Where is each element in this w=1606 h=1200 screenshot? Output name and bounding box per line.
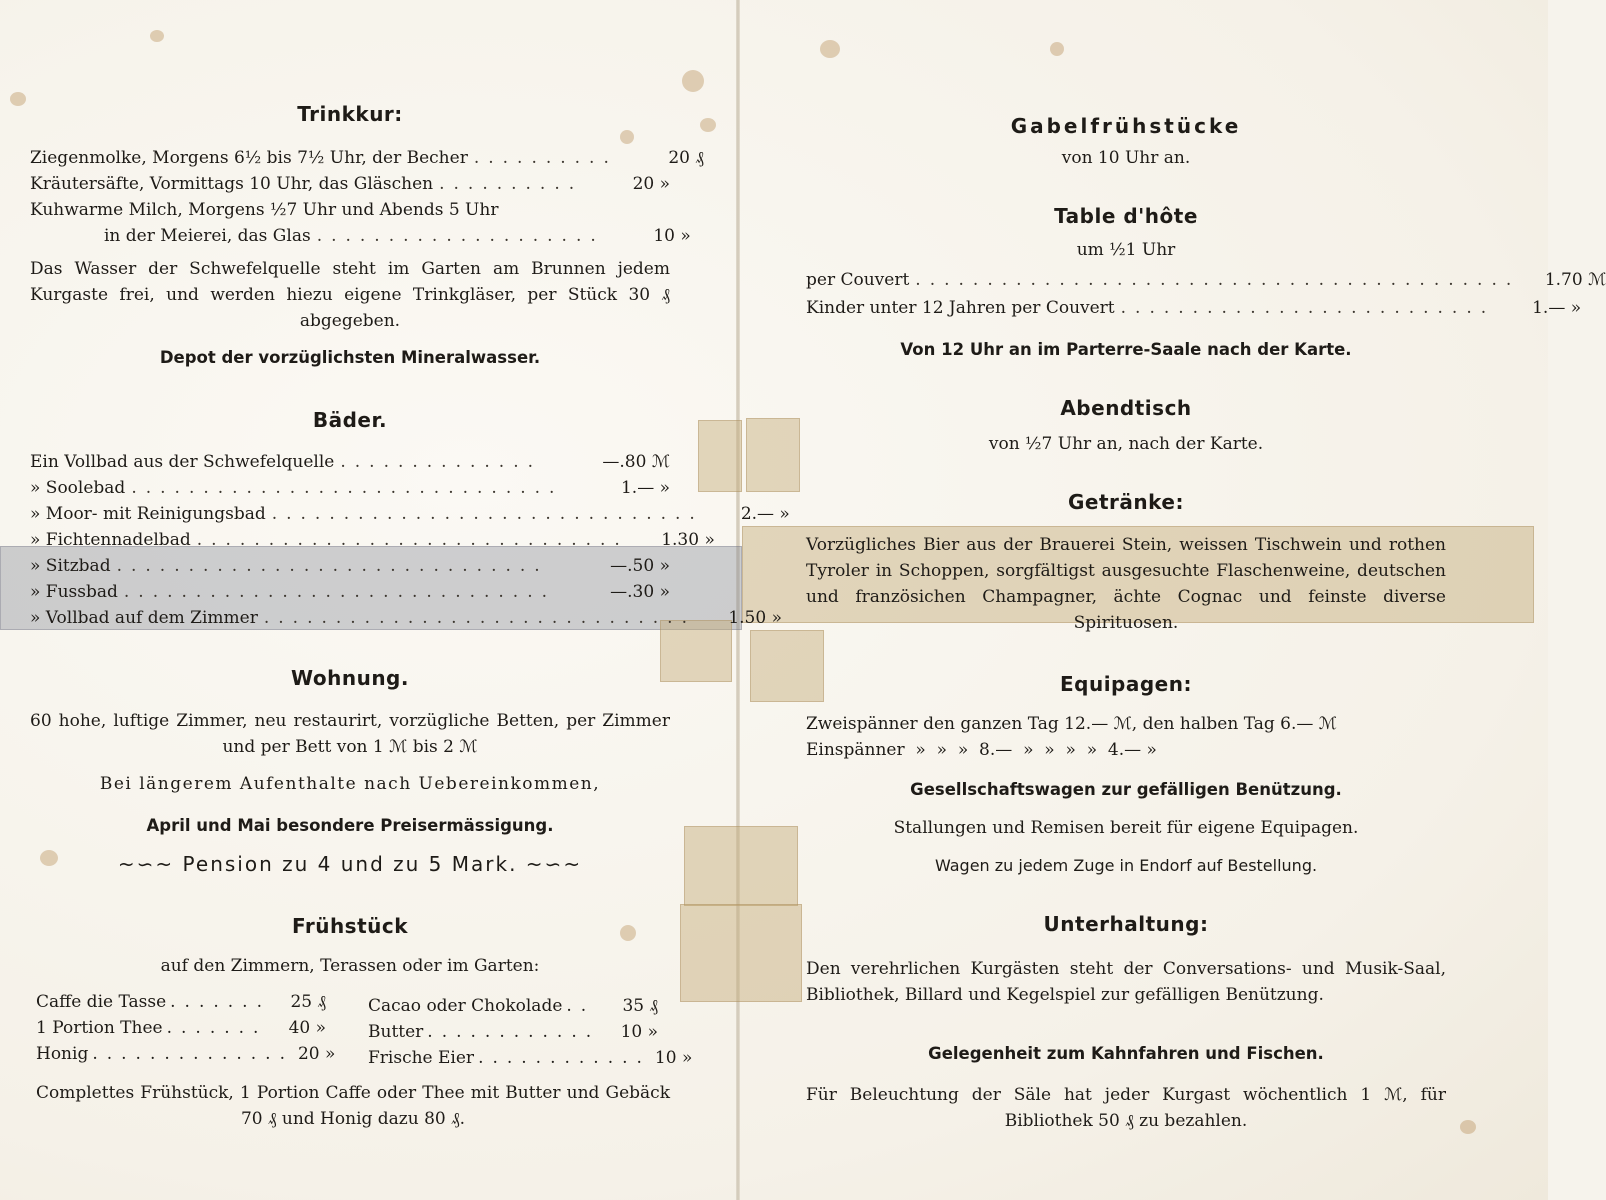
dot-leader: ..............................	[263, 608, 696, 628]
price-row	[30, 504, 790, 524]
row-price: 10 »	[653, 226, 691, 246]
row-label: » Soolebad	[30, 478, 126, 498]
row-price: 1.— »	[1532, 298, 1582, 318]
row-price: 2.— »	[740, 504, 790, 524]
depot-note: Depot der vorzüglichsten Mineralwasser.	[159, 348, 541, 367]
row-price: 20 »	[632, 174, 670, 194]
price-row	[30, 608, 782, 628]
pension-text: Pension zu 4 und zu 5 Mark.	[182, 852, 518, 876]
dot-leader: ..............................	[271, 504, 704, 524]
tape-repair	[660, 620, 732, 682]
heading-table-dhote: Table d'hôte	[1054, 204, 1198, 228]
boating-note: Gelegenheit zum Kahnfahren und Fischen.	[928, 1044, 1324, 1063]
price-row	[30, 582, 670, 602]
item-label: Frische Eier	[368, 1048, 475, 1068]
dot-leader: ..............	[92, 1044, 294, 1064]
row-price: 1.— »	[620, 478, 670, 498]
entertainment-note: Den verehrlichen Kurgästen steht der Conversations- und Musik-Saal, Bibliothek, Billard und Kegelspiel zur gefälligen Benützung.	[806, 959, 1446, 1005]
breakfast-item	[36, 1044, 336, 1064]
heading-wohnung: Wohnung.	[291, 666, 409, 690]
price-row	[30, 200, 670, 220]
heading-getraenke: Getränke:	[1068, 490, 1184, 514]
longer-stay-note: Bei längerem Aufenthalte nach Uebereinkommen,	[99, 774, 601, 794]
heading-gabelfruehstuecke: Gabelfrühstücke	[1010, 114, 1242, 138]
heading-abendtisch: Abendtisch	[1060, 396, 1192, 420]
row-price: —.50 »	[610, 556, 670, 576]
item-label: Caffe die Tasse	[36, 992, 167, 1012]
stables-note: Stallungen und Remisen bereit für eigene Equipagen.	[893, 818, 1359, 838]
tape-repair	[680, 904, 802, 1002]
flourish-right-icon: ~∽~	[525, 852, 583, 876]
carriage-one-horse: Einspänner » » » 8.— » » » » 4.— »	[806, 740, 1157, 760]
discount-note: April und Mai besondere Preisermässigung.	[146, 816, 554, 835]
coach-note: Gesellschaftswagen zur gefälligen Benützung.	[910, 780, 1342, 799]
stain	[1460, 1120, 1476, 1134]
price-row	[30, 148, 704, 168]
price-row	[30, 174, 670, 194]
abend-time: von ½7 Uhr an, nach der Karte.	[988, 434, 1264, 454]
item-price: 20 »	[297, 1044, 336, 1064]
row-price: —.80 ℳ	[602, 452, 670, 472]
parterre-note: Von 12 Uhr an im Parterre-Saale nach der Karte.	[900, 340, 1352, 359]
row-price: 1.30 »	[661, 530, 715, 550]
left-page	[30, 0, 790, 1200]
row-label: Kinder unter 12 Jahren per Couvert	[806, 298, 1115, 318]
heading-equipagen: Equipagen:	[1059, 672, 1192, 696]
gabel-time: von 10 Uhr an.	[1061, 148, 1191, 168]
row-label: » Vollbad auf dem Zimmer	[30, 608, 258, 628]
row-label: » Fichtennadelbad	[30, 530, 191, 550]
item-label: Honig	[36, 1044, 89, 1064]
dot-leader: ..........................	[1120, 298, 1496, 318]
carriage-line	[806, 714, 1446, 734]
item-label: Butter	[368, 1022, 424, 1042]
breakfast-subtitle: auf den Zimmern, Terassen oder im Garten:	[160, 956, 540, 976]
row-price: 1.50 »	[728, 608, 782, 628]
tape-repair	[684, 826, 798, 906]
row-label: » Moor- mit Reinigungsbad	[30, 504, 266, 524]
item-price: 10 »	[620, 1022, 658, 1042]
row-label: in der Meierei, das Glas	[104, 226, 311, 246]
dot-leader: .......	[170, 992, 271, 1012]
pension-line	[30, 852, 670, 876]
breakfast-item	[36, 1018, 326, 1038]
carriage-two-horse: Zweispänner den ganzen Tag 12.— ℳ, den halben Tag 6.— ℳ	[806, 714, 1337, 734]
heading-baeder: Bäder.	[312, 408, 388, 432]
rooms-note: 60 hohe, luftige Zimmer, neu restaurirt, vorzügliche Betten, per Zimmer und per Bett von 1 ℳ bis 2 ℳ	[30, 711, 670, 757]
stain	[682, 70, 704, 92]
heading-unterhaltung: Unterhaltung:	[1043, 912, 1209, 936]
row-label: Ziegenmolke, Morgens 6½ bis 7½ Uhr, der Becher	[30, 148, 468, 168]
dot-leader: ..............	[340, 452, 543, 472]
breakfast-item	[368, 1048, 693, 1068]
dot-leader: ..........................................	[915, 270, 1521, 290]
lighting-note: Für Beleuchtung der Säle hat jeder Kurgast wöchentlich 1 ℳ, für Bibliothek 50 ₰ zu bezahlen.	[806, 1085, 1446, 1131]
row-price: 1.70 ℳ	[1544, 270, 1606, 290]
price-row	[30, 478, 670, 498]
table-time: um ½1 Uhr	[1076, 240, 1176, 260]
price-row	[30, 452, 670, 472]
item-label: 1 Portion Thee	[36, 1018, 163, 1038]
carriage-line	[806, 740, 1446, 760]
row-label: » Sitzbad	[30, 556, 111, 576]
dot-leader: ..............................	[196, 530, 629, 550]
dot-leader: ............	[427, 1022, 601, 1042]
dot-leader: ..	[566, 996, 596, 1016]
drinks-note: Vorzügliches Bier aus der Brauerei Stein, weissen Tischwein und rothen Tyroler in Schoppen, sorgfältigst ausgesuchte Flaschenweine, deutschen und französichen Champagner, ächte Cognac und feinste diverse Spirituosen.	[806, 535, 1446, 633]
dot-leader: ..............................	[131, 478, 564, 498]
price-row	[806, 298, 1582, 318]
row-price: —.30 »	[610, 582, 670, 602]
price-row	[30, 530, 715, 550]
row-label: » Fussbad	[30, 582, 118, 602]
item-price: 40 »	[288, 1018, 326, 1038]
row-price: 20 ₰	[668, 148, 704, 168]
complete-breakfast-note: Complettes Frühstück, 1 Portion Caffe oder Thee mit Butter und Gebäck 70 ₰ und Honig dazu 80 ₰.	[36, 1083, 670, 1129]
dot-leader: ..........	[439, 174, 584, 194]
breakfast-item	[368, 1022, 658, 1042]
water-note: Das Wasser der Schwefelquelle steht im Garten am Brunnen jedem Kurgaste frei, und werden hiezu eigene Trinkgläser, per Stück 30 ₰ abgegeben.	[30, 259, 670, 331]
dot-leader: ............	[478, 1048, 651, 1068]
item-price: 35 ₰	[622, 996, 658, 1016]
dot-leader: ..............................	[116, 556, 549, 576]
right-page	[806, 0, 1606, 1200]
breakfast-item	[36, 992, 326, 1012]
row-label: per Couvert	[806, 270, 910, 290]
price-row	[806, 270, 1606, 290]
heading-trinkkur: Trinkkur:	[297, 102, 403, 126]
price-row	[104, 226, 691, 246]
price-row	[30, 556, 670, 576]
row-label: Kräutersäfte, Vormittags 10 Uhr, das Gläschen	[30, 174, 434, 194]
flourish-left-icon: ~∽~	[117, 852, 175, 876]
tape-repair	[746, 418, 800, 492]
row-label: Kuhwarme Milch, Morgens ½7 Uhr und Abends 5 Uhr	[30, 200, 499, 220]
row-label: Ein Vollbad aus der Schwefelquelle	[30, 452, 335, 472]
tape-repair	[698, 420, 742, 492]
dot-leader: ....................	[316, 226, 605, 246]
dot-leader: ..............................	[123, 582, 557, 602]
stain	[700, 118, 716, 132]
dot-leader: .......	[166, 1018, 268, 1038]
breakfast-item	[368, 996, 658, 1016]
train-pickup-note: Wagen zu jedem Zuge in Endorf auf Bestellung.	[934, 856, 1318, 875]
item-label: Cacao oder Chokolade	[368, 996, 563, 1016]
item-price: 10 »	[654, 1048, 693, 1068]
heading-fruehstueck: Frühstück	[291, 914, 409, 938]
dot-leader: ..........	[473, 148, 618, 168]
stain	[10, 92, 26, 106]
item-price: 25 ₰	[290, 992, 326, 1012]
